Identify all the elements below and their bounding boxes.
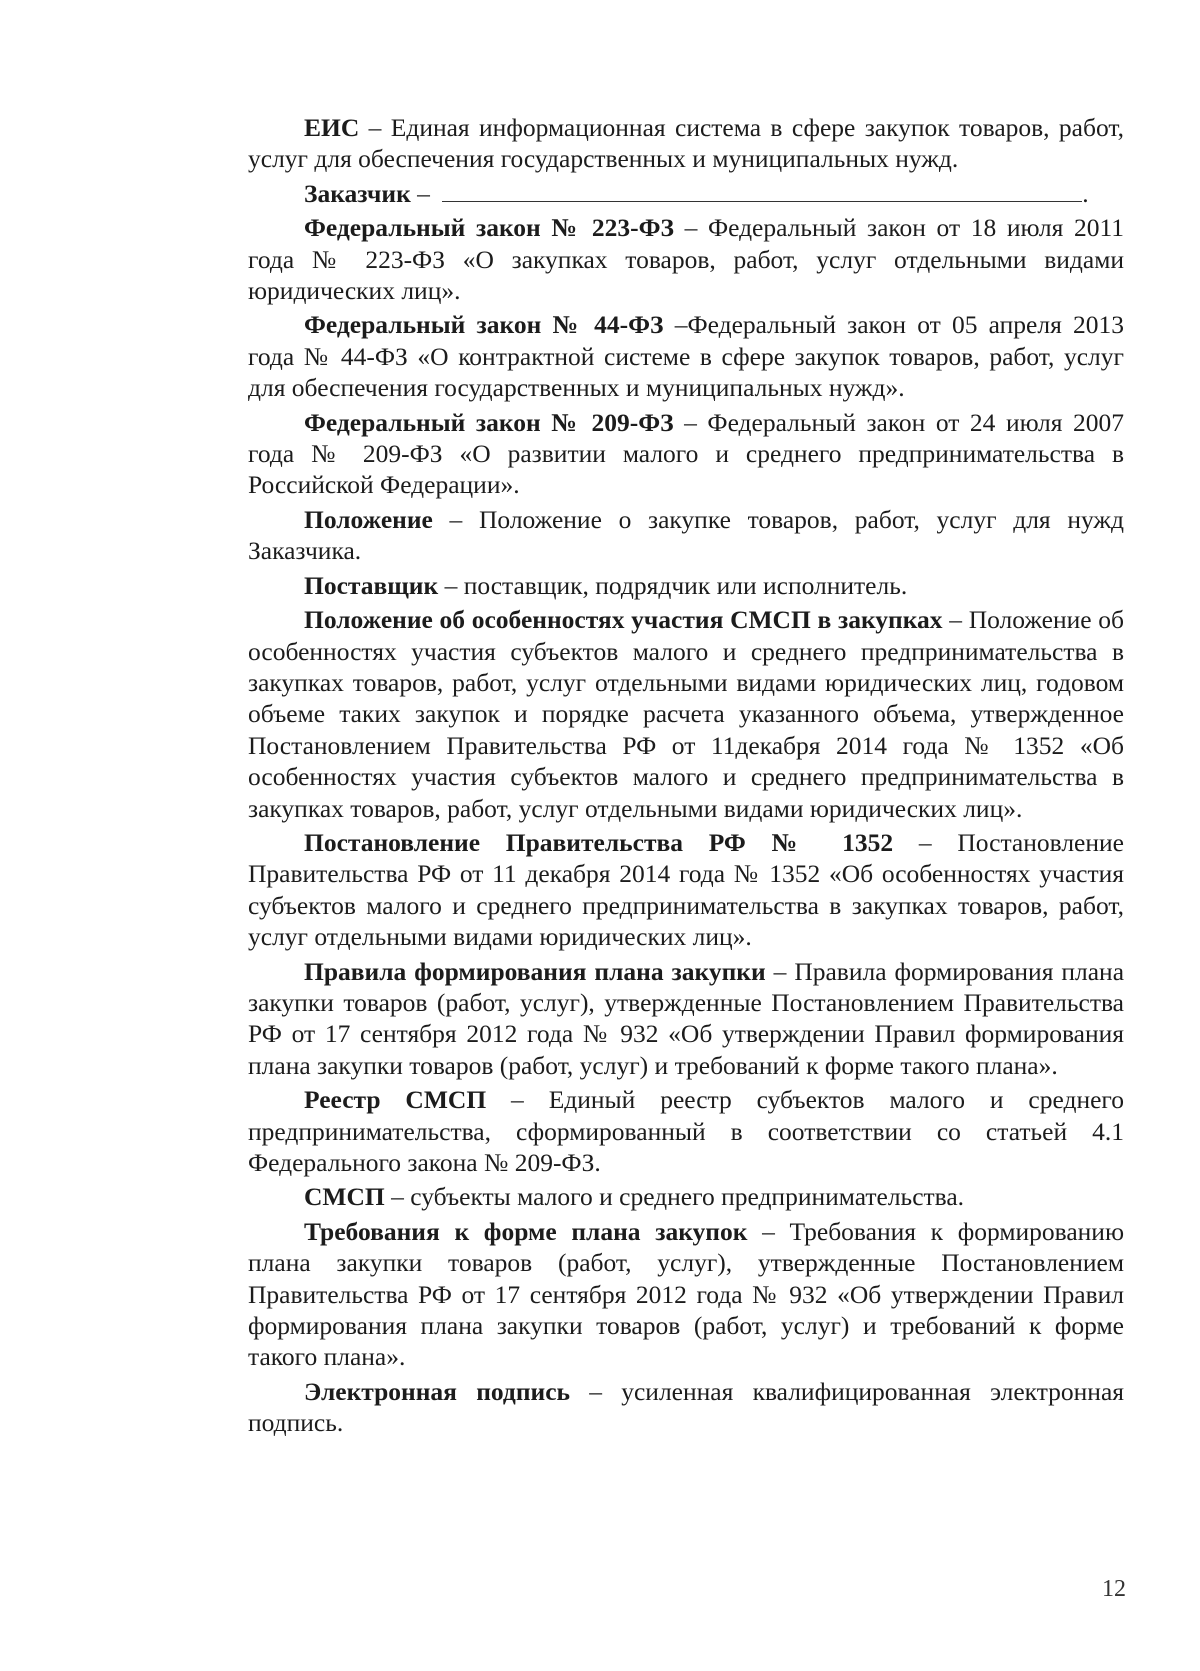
page-number: 12 <box>1102 1576 1126 1602</box>
term: Федеральный закон № 44-ФЗ <box>304 310 664 340</box>
dash: – <box>410 178 437 208</box>
definition-plan-form-requirements <box>248 1216 1124 1373</box>
dash: – <box>942 605 969 635</box>
definition-electronic-signature <box>248 1376 1124 1439</box>
definition-law-44 <box>248 309 1124 403</box>
definition-text: субъекты малого и среднего предпринимательства. <box>410 1182 965 1212</box>
term: Поставщик <box>304 570 439 600</box>
definition-smsp <box>248 1181 1124 1212</box>
dash: – <box>673 213 708 243</box>
term: Положение об особенностях участия СМСП в закупках <box>304 605 943 635</box>
definition-law-223 <box>248 212 1124 306</box>
definition-smsp-regulation <box>248 604 1124 824</box>
blank-fill-line <box>442 183 1082 202</box>
dash: – <box>570 1376 622 1406</box>
dash: – <box>432 504 479 534</box>
term: Требования к форме плана закупок <box>304 1216 748 1246</box>
term: Федеральный закон № 223-ФЗ <box>304 213 674 243</box>
term: Заказчик <box>304 178 411 208</box>
term: Электронная подпись <box>304 1376 571 1406</box>
definition-text: Единый реестр субъектов малого и среднего предпринимательства, сформированный в соответствии со статьей 4.1 Федерального закона № 209-ФЗ. <box>248 1085 1124 1177</box>
definition-law-209 <box>248 407 1124 501</box>
term: Постановление Правительства РФ № 1352 <box>304 827 894 857</box>
definition-text: Федеральный закон от 18 июля 2011 года № 223-ФЗ «О закупках товаров, работ, услуг отдельными видами юридических лиц». <box>248 213 1125 306</box>
dash: – <box>673 407 708 437</box>
definition-text: поставщик, подрядчик или исполнитель. <box>463 570 908 600</box>
dash: – <box>438 570 464 600</box>
definition-regulation <box>248 504 1124 567</box>
dash: – <box>663 310 688 340</box>
definition-text: Положение о закупке товаров, работ, услуг для нужд Заказчика. <box>248 504 1125 566</box>
dash: – <box>893 827 958 857</box>
definition-resolution-1352 <box>248 827 1124 953</box>
definition-text: Постановление Правительства РФ от 11 декабря 2014 года № 1352 «Об особенностях участия субъектов малого и среднего предпринимательства в закупках товаров, работ, услуг отдельными видами юридических лиц». <box>248 827 1124 952</box>
document-page <box>248 112 1124 1442</box>
definition-smsp-registry <box>248 1084 1124 1178</box>
term: ЕИС <box>304 113 360 142</box>
definition-text: усиленная квалифицированная электронная подпись. <box>248 1376 1125 1438</box>
dash: – <box>359 113 391 142</box>
term: СМСП <box>304 1182 385 1212</box>
dash: – <box>747 1216 790 1246</box>
dash: – <box>384 1182 411 1212</box>
definition-plan-rules <box>248 956 1124 1082</box>
term: Федеральный закон № 209-ФЗ <box>304 407 674 437</box>
definition-text: Правила формирования плана закупки товаров (работ, услуг), утвержденные Постановлением Правительства РФ от 17 сентября 2012 года № 932 «Об утверждении Правил формирования плана закупки товаров (работ, услуг) и требований к форме такого плана». <box>248 956 1125 1080</box>
definition-customer: Заказчик – . <box>304 178 1089 208</box>
definition-text: Единая информационная система в сфере закупок товаров, работ, услуг для обеспечения государственных и муниципальных нужд. <box>248 113 1124 174</box>
definition-text: Федеральный закон от 05 апреля 2013 года № 44-ФЗ «О контрактной системе в сфере закупок товаров, работ, услуг для обеспечения государственных и муниципальных нужд». <box>248 310 1125 403</box>
definition-text: Положение об особенностях участия субъектов малого и среднего предпринимательства в закупках товаров, работ, услуг отдельными видами юридических лиц, годовом объеме таких закупок и порядке расчета указанного объема, утвержденное Постановлением Правительства РФ от 11декабря 2014 года № 1352 «Об особенностях участия субъектов малого и среднего предпринимательства в закупках товаров, работ, услуг отдельными видами юридических лиц». <box>248 605 1124 823</box>
dash: – <box>765 956 795 986</box>
definition-text: Требования к формированию плана закупки товаров (работ, услуг), утвержденные Постановлением Правительства РФ от 17 сентября 2012 года № 932 «Об утверждении Правил формирования плана закупки товаров (работ, услуг) и требований к форме такого плана». <box>248 1216 1124 1372</box>
dash: – <box>486 1085 549 1115</box>
term: Правила формирования плана закупки <box>304 956 766 986</box>
term: Положение <box>304 504 433 534</box>
term: Реестр СМСП <box>304 1085 487 1115</box>
definition-text: Федеральный закон от 24 июля 2007 года № 209-ФЗ «О развитии малого и среднего предпринимательства в Российской Федерации». <box>248 407 1125 500</box>
definition-supplier <box>248 570 1124 601</box>
definition-eis <box>248 112 1124 175</box>
